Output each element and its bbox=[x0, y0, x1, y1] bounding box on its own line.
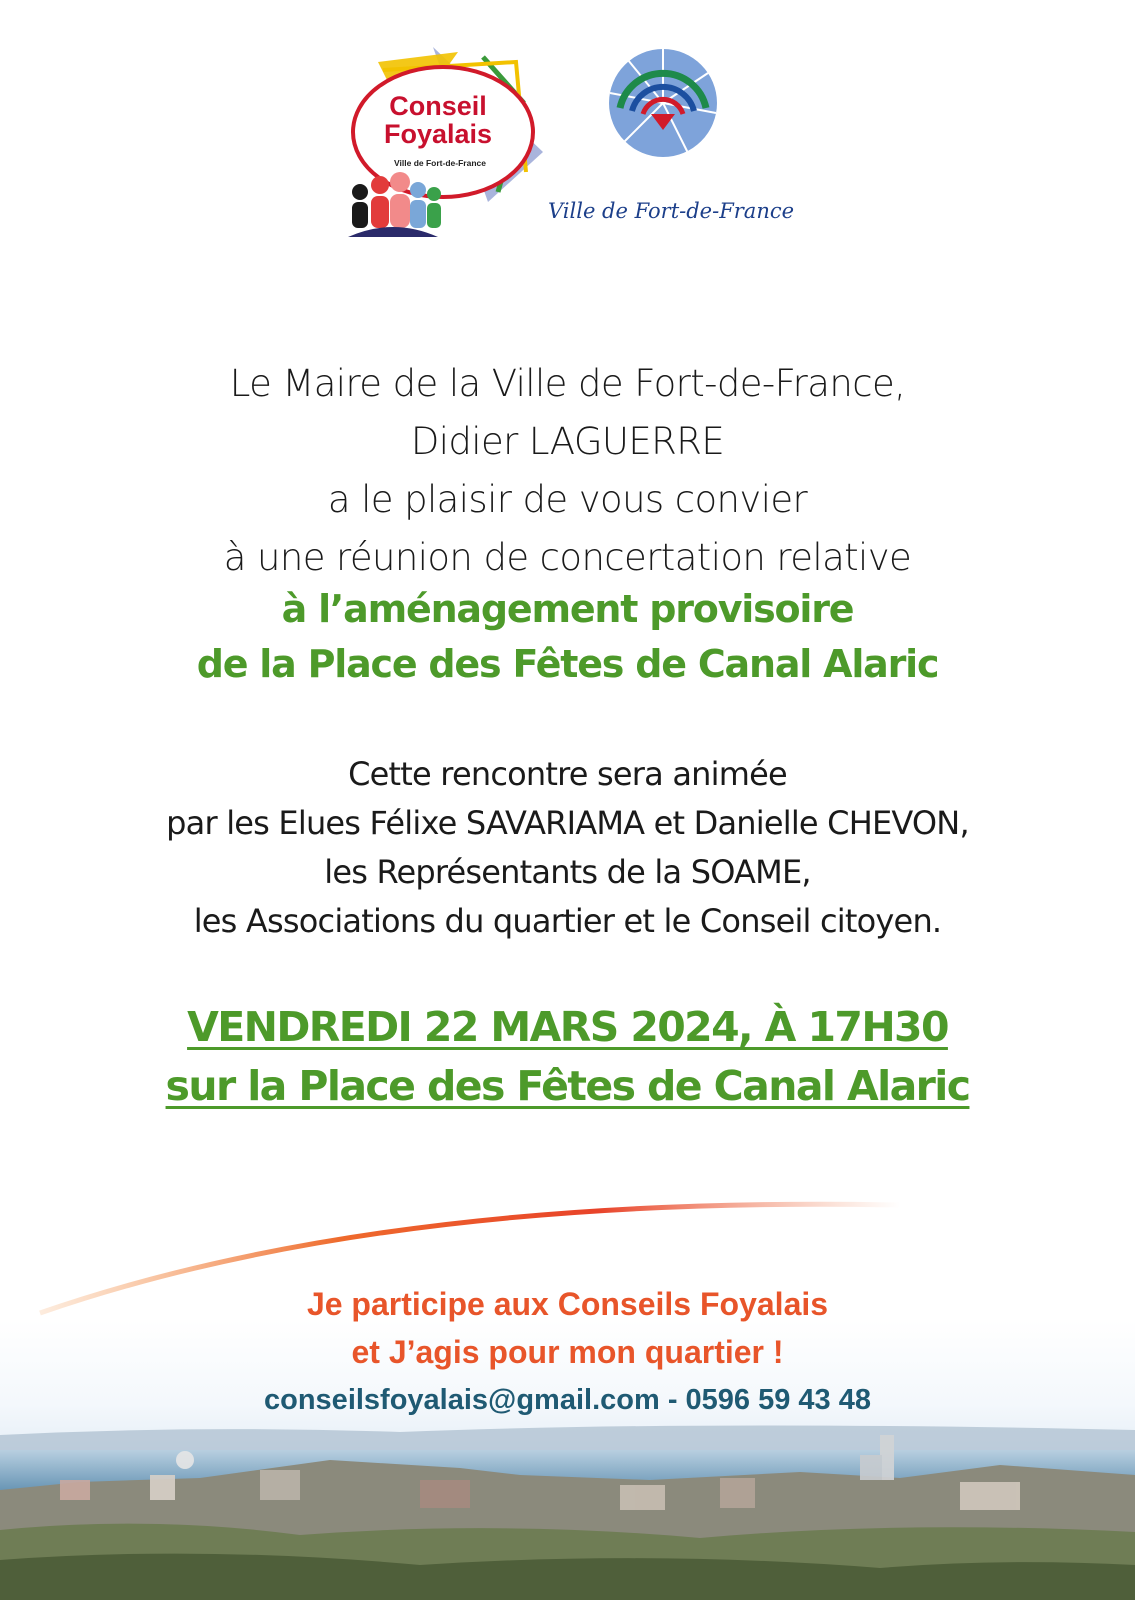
ville-signature: Ville de Fort-de-France bbox=[548, 199, 795, 223]
hosts-line: les Associations du quartier et le Conseil citoyen. bbox=[193, 902, 942, 940]
intro-line: à une réunion de concertation relative bbox=[223, 536, 912, 579]
event-place: sur la Place des Fêtes de Canal Alaric bbox=[165, 1062, 970, 1110]
conseil-foyalais-logo bbox=[338, 42, 553, 247]
ville-fort-de-france-logo bbox=[548, 48, 798, 238]
hosts-line: les Représentants de la SOAME, bbox=[324, 853, 811, 891]
logo-word-conseil: Conseil bbox=[389, 91, 487, 121]
logo-tagline: Ville de Fort-de-France bbox=[394, 158, 486, 168]
slogan-line: et J’agis pour mon quartier ! bbox=[351, 1334, 784, 1370]
event-date: VENDREDI 22 MARS 2024, À 17H30 bbox=[187, 1003, 948, 1051]
intro-line: a le plaisir de vous convier bbox=[327, 478, 808, 521]
logo-word-foyalais: Foyalais bbox=[383, 119, 493, 149]
hosts-line: par les Elues Félixe SAVARIAMA et Danielle CHEVON, bbox=[166, 804, 969, 842]
city-panorama-image bbox=[0, 1420, 1135, 1600]
footer-contact bbox=[0, 1380, 1135, 1420]
hosts-line: Cette rencontre sera animée bbox=[348, 755, 787, 793]
meeting-subject bbox=[0, 582, 1135, 692]
footer-slogan bbox=[0, 1280, 1135, 1376]
contact-email-phone[interactable]: conseilsfoyalais@gmail.com - 0596 59 43 48 bbox=[264, 1384, 871, 1416]
intro-line: Le Maire de la Ville de Fort-de-France, bbox=[229, 362, 906, 405]
subject-line: de la Place des Fêtes de Canal Alaric bbox=[196, 642, 939, 686]
city-emblem-icon bbox=[609, 49, 717, 157]
event-datetime bbox=[0, 998, 1135, 1116]
meeting-hosts bbox=[0, 750, 1135, 946]
intro-line: Didier LAGUERRE bbox=[410, 420, 725, 463]
invitation-intro bbox=[0, 355, 1135, 587]
slogan-line: Je participe aux Conseils Foyalais bbox=[306, 1286, 829, 1322]
subject-line: à l’aménagement provisoire bbox=[281, 587, 854, 631]
